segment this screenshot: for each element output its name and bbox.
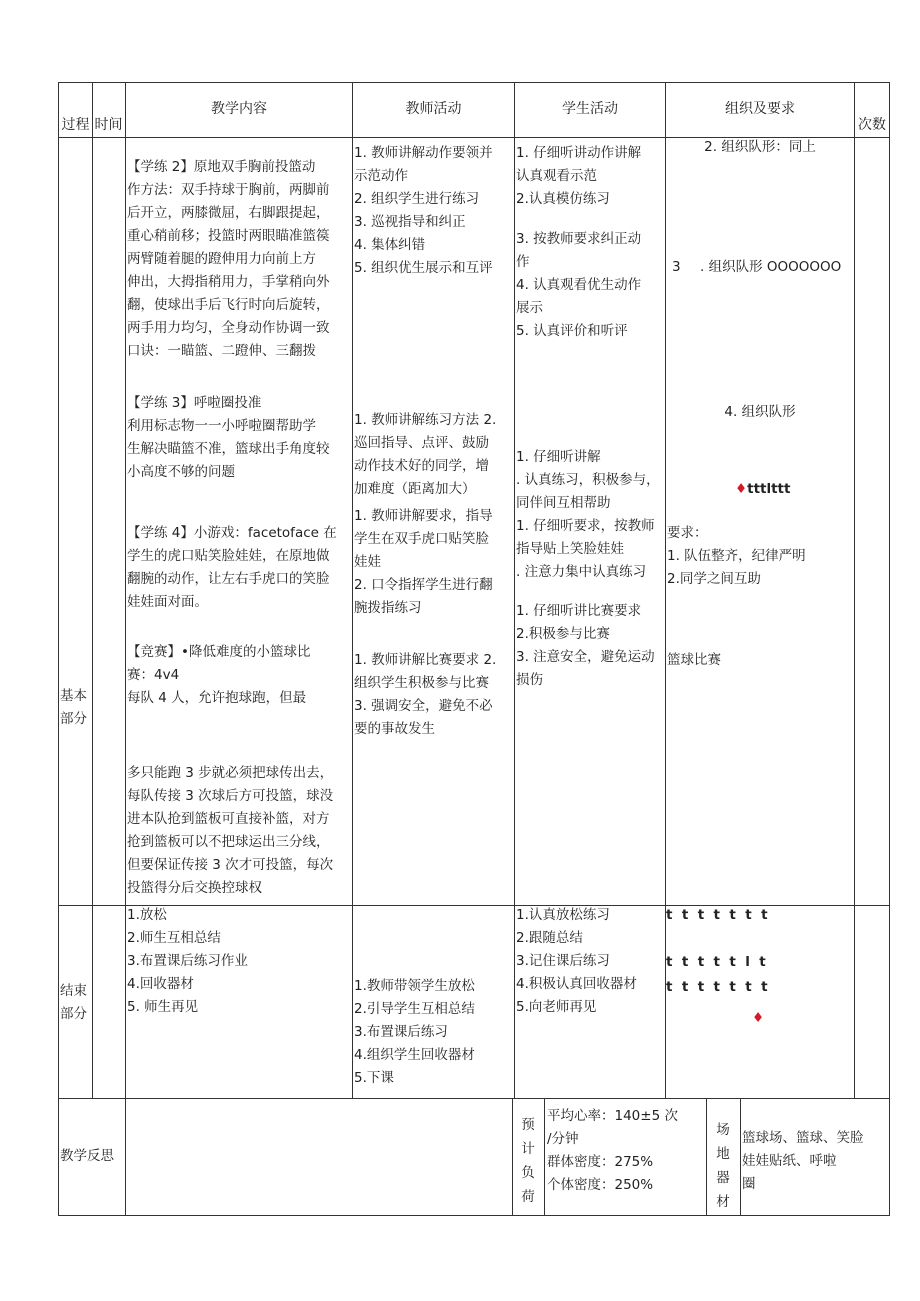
end-formation-row-2: t t t t t l t xyxy=(666,954,766,970)
reflection-label: 教学反思 xyxy=(60,1148,114,1164)
end-formation-marker-icon: ♦ xyxy=(752,1010,765,1026)
table-border-top xyxy=(58,82,889,83)
basic-content-drill-2: 【学练 2】原地双手胸前投篮动 作方法：双手持球于胸前，两脚前 后开立，两膝微屈，右脚跟提起， 重心稍前移；投篮时两眼瞄准篮篌 两臂随着腿的蹬伸用力向前上方 伸出，大拇指稍用力，手掌稍向外 翻，使球出手后飞行时向后旋转， 两手用力均匀，全身动作协调一致 口诀：一瞄篮、二蹬伸、三翻拨 xyxy=(127,159,330,359)
header-organization: 组织及要求 xyxy=(725,101,795,117)
header-student: 学生活动 xyxy=(562,101,618,117)
org-game: 篮球比赛 xyxy=(667,652,721,668)
basic-content-drill-3: 【学练 3】呼啦圈投准 利用标志物一一小呼啦圈帮助学 生解决瞄篮不准，篮球出手角度较 小高度不够的问题 xyxy=(127,395,330,480)
basic-teacher-drill-2: 1. 教师讲解动作要领并 示范动作 2. 组织学生进行练习 3. 巡视指导和纠正 4. 集体纠错 5. 组织优生展示和互评 xyxy=(354,145,493,276)
basic-student-drill-3-4: 1. 仔细听讲解 . 认真练习，积极参与， 同伴间互相帮助 1. 仔细听要求，按教师 指导贴上笑脸娃娃 . 注意力集中认真练习 xyxy=(516,449,660,580)
formation-marker-icon: ♦ xyxy=(735,481,748,497)
basic-teacher-competition: 1. 教师讲解比赛要求 2. 组织学生积极参与比赛 3. 强调安全，避免不必 要的事故发生 xyxy=(354,652,497,737)
org-requirements: 要求： 1. 队伍整齐，纪律严明 2.同学之间互助 xyxy=(667,525,806,587)
venue-values: 篮球场、篮球、笑脸 娃娃贴纸、呼啦 圈 xyxy=(742,1130,864,1192)
end-teacher: 1.教师带领学生放松 2.引导学生互相总结 3.布置课后练习 4.组织学生回收器材 5.下课 xyxy=(354,978,475,1086)
basic-teacher-drill-4: 1. 教师讲解要求，指导 学生在双手虎口贴笑脸 娃娃 2. 口令指挥学生进行翻 腕拨指练习 xyxy=(354,508,493,616)
time-content-divider xyxy=(125,82,126,1216)
basic-content-drill-4: 【学练 4】小游戏：facetoface 在 学生的虎口贴笑脸娃娃，在原地做 翻腕的动作，让左右手虎口的笑脸 娃娃面对面。 xyxy=(127,525,337,610)
org-formation-3-number: 3 xyxy=(672,259,681,275)
process-time-divider xyxy=(92,82,93,1098)
end-section-label: 结束 部分 xyxy=(60,983,87,1022)
basic-content-competition-rules: 多只能跑 3 步就必须把球传出去， 每队传接 3 次球后方可投篮，球没 进本队抢到篮板可直接补篮，对方 抢到篮板可以不把球运出三分线， 但要保证传接 3 次才可投篮，每次 投篮得分后交换控球权 xyxy=(127,765,334,896)
org-formation-4-letters: tttlttt xyxy=(747,481,791,497)
org-formation-3: . 组织队形 OOOOOOO xyxy=(700,259,842,275)
table-border-left xyxy=(58,82,59,1216)
end-section-divider xyxy=(58,1098,889,1099)
basic-content-competition: 【竞赛】•降低难度的小篮球比 赛：4v4 每队 4 人，允许抱球跑，但最 xyxy=(127,644,311,706)
basic-student-competition: 1. 仔细听讲比赛要求 2.积极参与比赛 3. 注意安全，避免运动 损伤 xyxy=(516,603,655,688)
header-content: 教学内容 xyxy=(211,101,267,117)
basic-student-drill-2b: 3. 按教师要求纠正动 作 4. 认真观看优生动作 展示 5. 认真评价和听评 xyxy=(516,231,642,339)
reflection-divider-1 xyxy=(512,1098,513,1216)
basic-teacher-drill-3: 1. 教师讲解练习方法 2. 巡回指导、点评、鼓励 动作技术好的同学，增 加难度（距离加大） xyxy=(354,412,497,497)
table-border-bottom xyxy=(58,1215,889,1216)
end-formation-row-1: t t t t t t t xyxy=(666,907,768,923)
org-formation-2: 2. 组织队形：同上 xyxy=(704,139,816,155)
venue-label: 场 地 器 材 xyxy=(716,1122,730,1210)
load-values: 平均心率：140±5 次 /分钟 群体密度：275% 个体密度：250% xyxy=(547,1108,678,1193)
basic-student-drill-2a: 1. 仔细听讲动作讲解 认真观看示范 2.认真模仿练习 xyxy=(516,145,642,207)
end-formation-row-3: t t t t t t t xyxy=(666,979,768,995)
header-process: 过程 xyxy=(61,117,90,133)
header-count: 次数 xyxy=(858,117,886,133)
org-formation-4: 4. 组织队形 xyxy=(724,404,796,420)
org-formation-4-row xyxy=(735,478,845,501)
basic-section-label: 基本 部分 xyxy=(60,688,87,727)
header-teacher: 教师活动 xyxy=(405,101,462,117)
end-content: 1.放松 2.师生互相总结 3.布置课后练习作业 4.回收器材 5. 师生再见 xyxy=(127,907,248,1015)
load-label: 预 计 负 荷 xyxy=(521,1117,535,1205)
header-time: 时间 xyxy=(94,117,123,133)
reflection-divider-2 xyxy=(544,1098,545,1216)
reflection-divider-4 xyxy=(740,1098,741,1216)
end-student: 1.认真放松练习 2.跟随总结 3.记住课后练习 4.积极认真回收器材 5.向老师再见 xyxy=(516,907,637,1015)
table-border-right xyxy=(889,82,890,1216)
